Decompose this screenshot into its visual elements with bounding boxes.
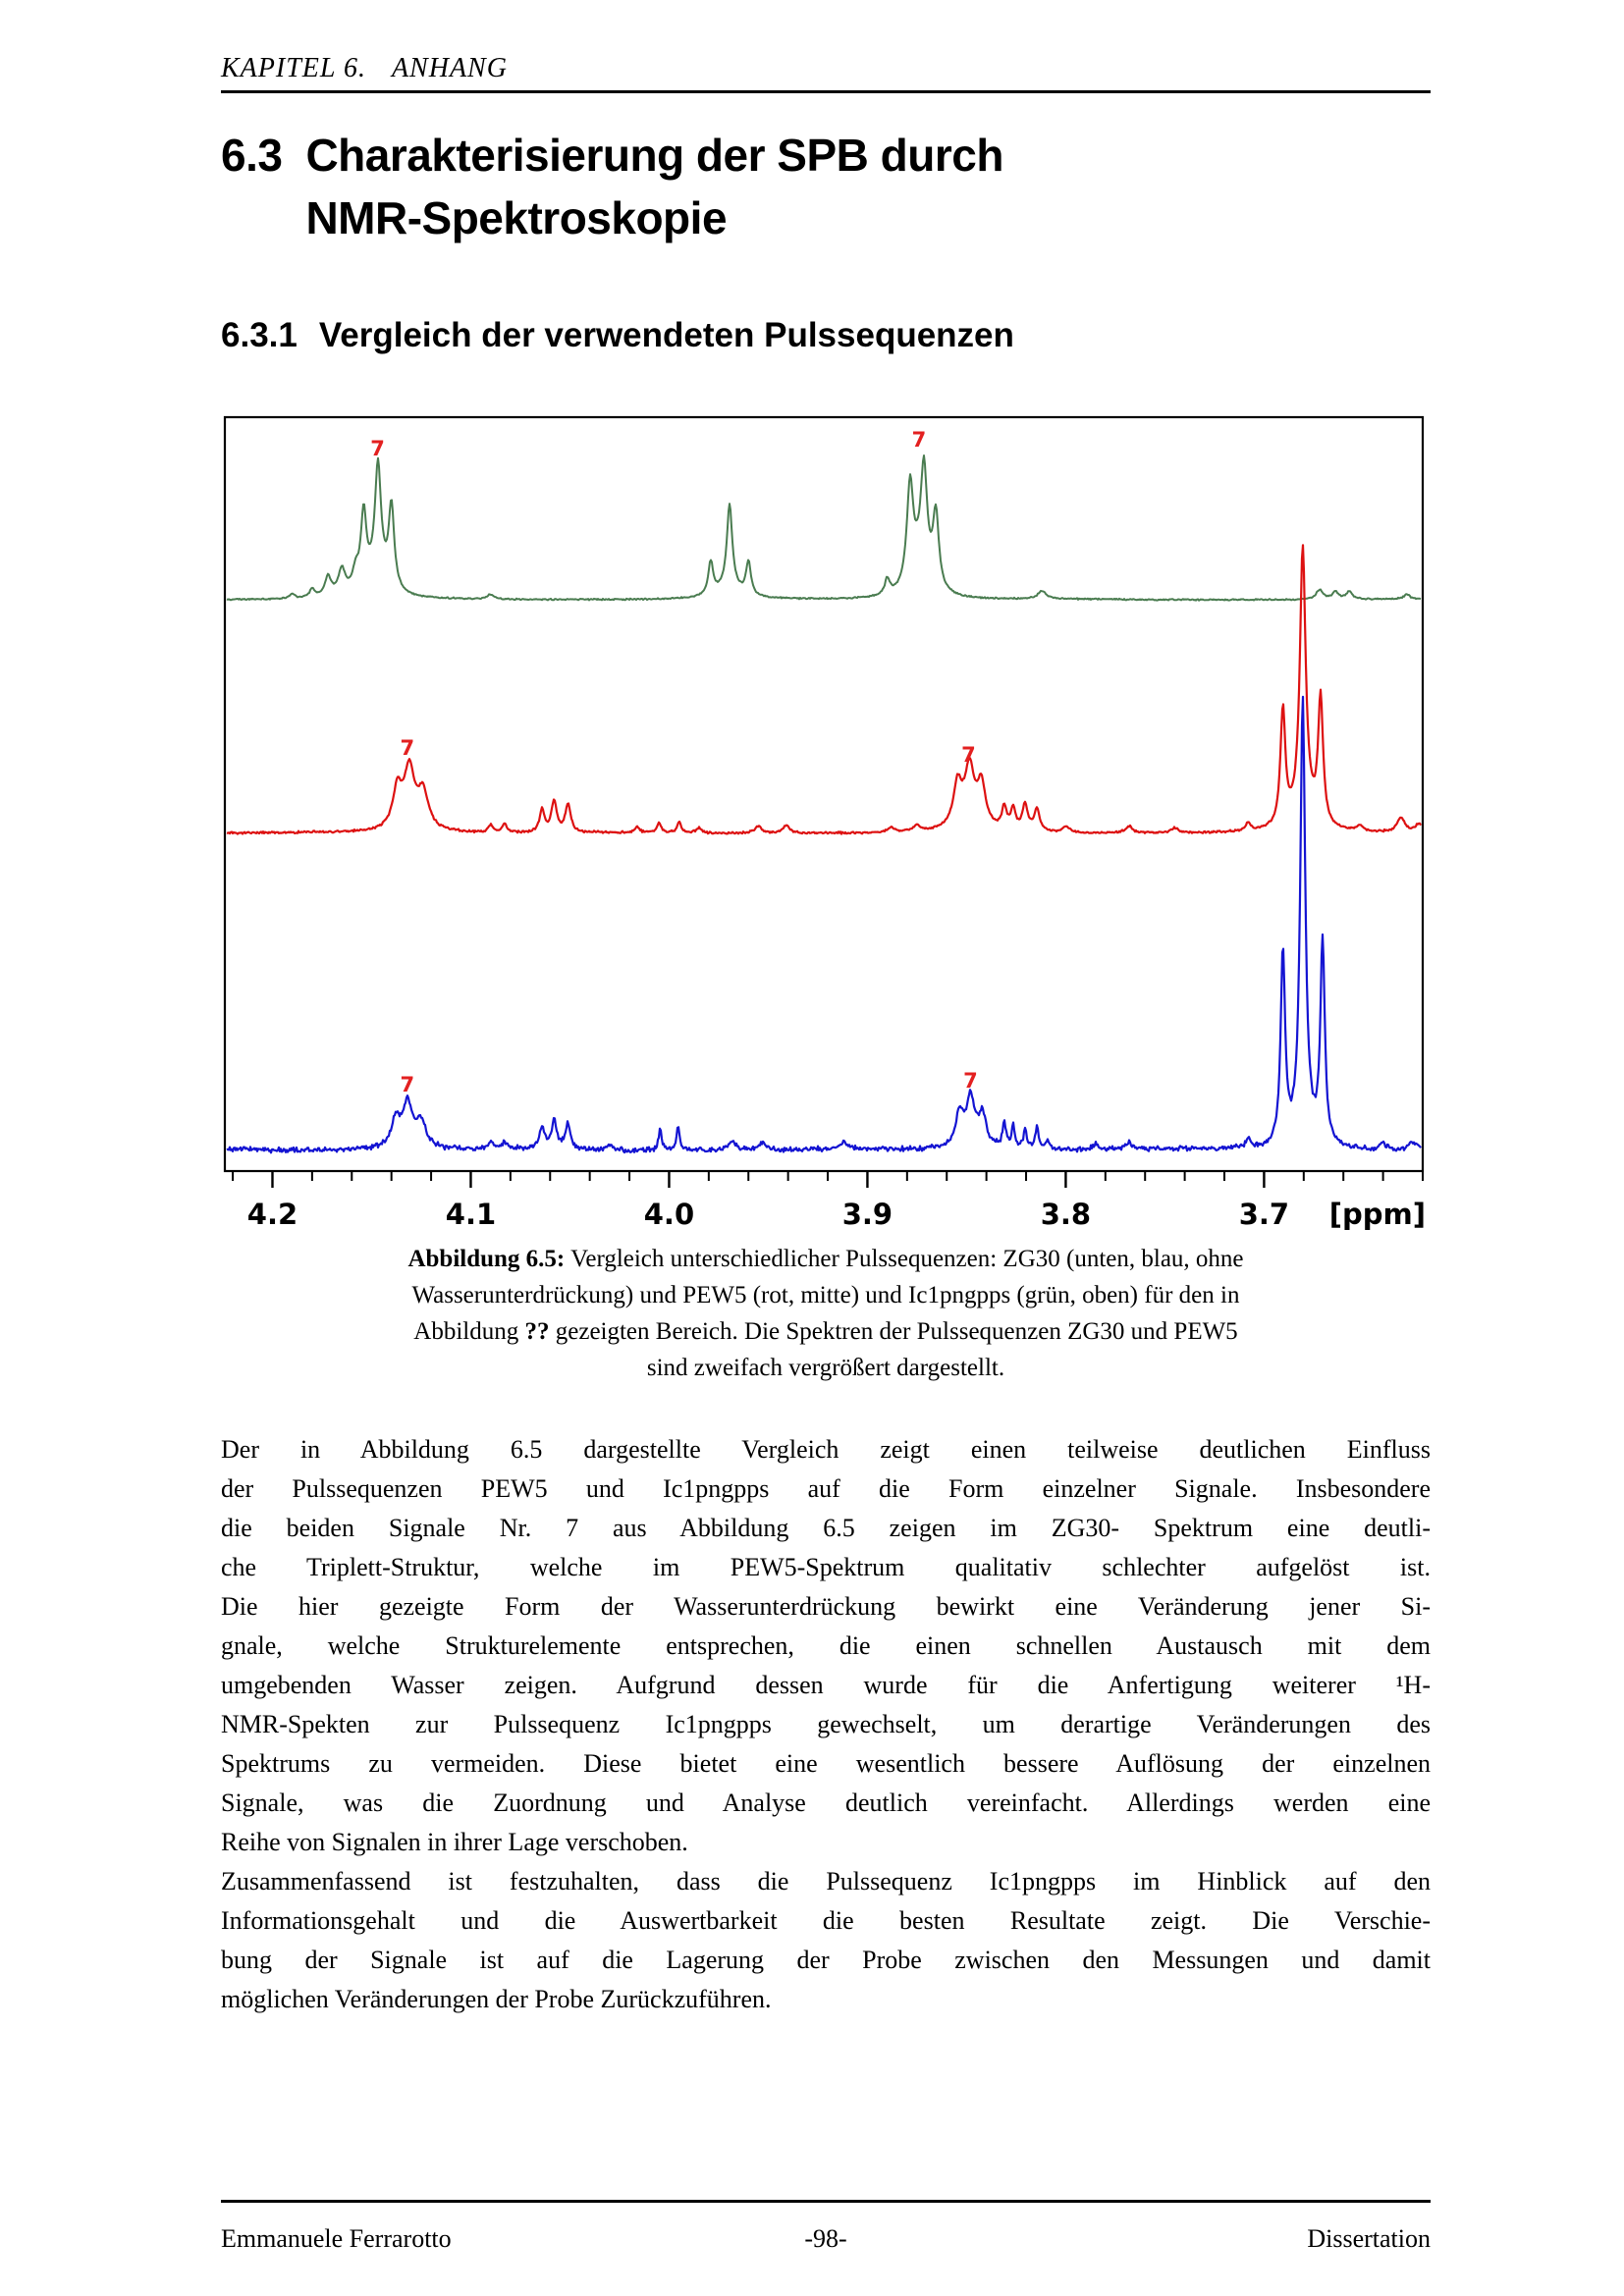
axis-tick-label: 4.2 — [246, 1198, 298, 1231]
peak-label-7: 7 — [370, 437, 385, 460]
caption-line: Abbildung 6.5: Vergleich unterschiedlicher Pulssequenzen: ZG30 (unten, blau, ohne — [407, 1246, 1244, 1272]
section-title-line1: Charakterisierung der SPB durch — [305, 130, 1003, 181]
axis-tick-label: 4.1 — [445, 1198, 497, 1231]
section-number: 6.3 — [221, 130, 283, 181]
subsection-number: 6.3.1 — [221, 316, 298, 354]
body-line: bung der Signale ist auf die Lagerung der Probe zwischen den Messungen und damit — [221, 1946, 1431, 1974]
body-line: Die hier gezeigte Form der Wasserunterdrückung bewirkt eine Veränderung jener Si- — [221, 1592, 1431, 1621]
body-text — [221, 1430, 1431, 2019]
body-line: möglichen Veränderungen der Probe Zurückzuführen. — [221, 1985, 772, 2013]
peak-label-7: 7 — [400, 736, 415, 760]
footer-author: Emmanuele Ferrarotto — [221, 2224, 452, 2253]
body-line: Spektrums zu vermeiden. Diese bietet eine wesentlich bessere Auflösung der einzelnen — [221, 1749, 1431, 1778]
subsection-title: Vergleich der verwendeten Pulssequenzen — [318, 316, 1014, 354]
body-line: der Pulssequenzen PEW5 und Ic1pngpps auf die Form einzelner Signale. Insbesondere — [221, 1474, 1431, 1503]
chapter-title: ANHANG — [391, 53, 508, 83]
peak-label-7: 7 — [400, 1073, 415, 1096]
axis-tick-label: 4.0 — [643, 1198, 695, 1231]
axis-tick-label: 3.8 — [1040, 1198, 1092, 1231]
body-line: Zusammenfassend ist festzuhalten, dass die Pulssequenz Ic1pngpps im Hinblick auf den — [221, 1867, 1431, 1896]
section-title-line2: NMR-Spektroskopie — [305, 192, 728, 243]
body-line: Signale, was die Zuordnung und Analyse deutlich vereinfacht. Allerdings werden eine — [221, 1789, 1431, 1817]
body-line: Informationsgehalt und die Auswertbarkeit die besten Resultate zeigt. Die Verschie- — [221, 1906, 1431, 1935]
caption-line: Abbildung ?? gezeigten Bereich. Die Spektren der Pulssequenzen ZG30 und PEW5 — [413, 1318, 1238, 1345]
peak-label-7: 7 — [961, 743, 976, 767]
footer-page-number: -98- — [804, 2224, 847, 2253]
peak-label-7: 7 — [911, 428, 927, 452]
body-line: die beiden Signale Nr. 7 aus Abbildung 6.5 zeigen im ZG30- Spektrum eine deutli- — [221, 1514, 1431, 1542]
footer-rule — [221, 2200, 1431, 2203]
figure-caption — [221, 1241, 1431, 1386]
caption-line: Wasserunterdrückung) und PEW5 (rot, mitte) und Ic1pngpps (grün, oben) für den in — [411, 1282, 1240, 1308]
body-line: Der in Abbildung 6.5 dargestellte Vergleich zeigt einen teilweise deutlichen Einfluss — [221, 1435, 1431, 1464]
spectrum-ic1pngpps — [227, 455, 1421, 601]
axis-tick-label: 3.7 — [1238, 1198, 1290, 1231]
ppm-axis-label: [ppm] — [1328, 1198, 1426, 1231]
chapter-number: KAPITEL 6. — [221, 53, 366, 83]
footer-right: Dissertation — [1307, 2224, 1431, 2253]
axis-tick-label: 3.9 — [841, 1198, 893, 1231]
body-line: umgebenden Wasser zeigen. Aufgrund dessen wurde für die Anfertigung weiterer ¹H- — [221, 1671, 1431, 1699]
body-line: Reihe von Signalen in ihrer Lage verschoben. — [221, 1828, 688, 1856]
body-line: NMR-Spekten zur Pulssequenz Ic1pngpps gewechselt, um derartige Veränderungen des — [221, 1710, 1431, 1738]
plot-border — [225, 417, 1423, 1171]
body-line: gnale, welche Strukturelemente entsprechen, die einen schnellen Austausch mit dem — [221, 1631, 1431, 1660]
body-line: che Triplett-Struktur, welche im PEW5-Spektrum qualitativ schlechter aufgelöst ist. — [221, 1553, 1431, 1581]
caption-line: sind zweifach vergrößert dargestellt. — [646, 1355, 1005, 1381]
peak-label-7: 7 — [963, 1069, 978, 1093]
